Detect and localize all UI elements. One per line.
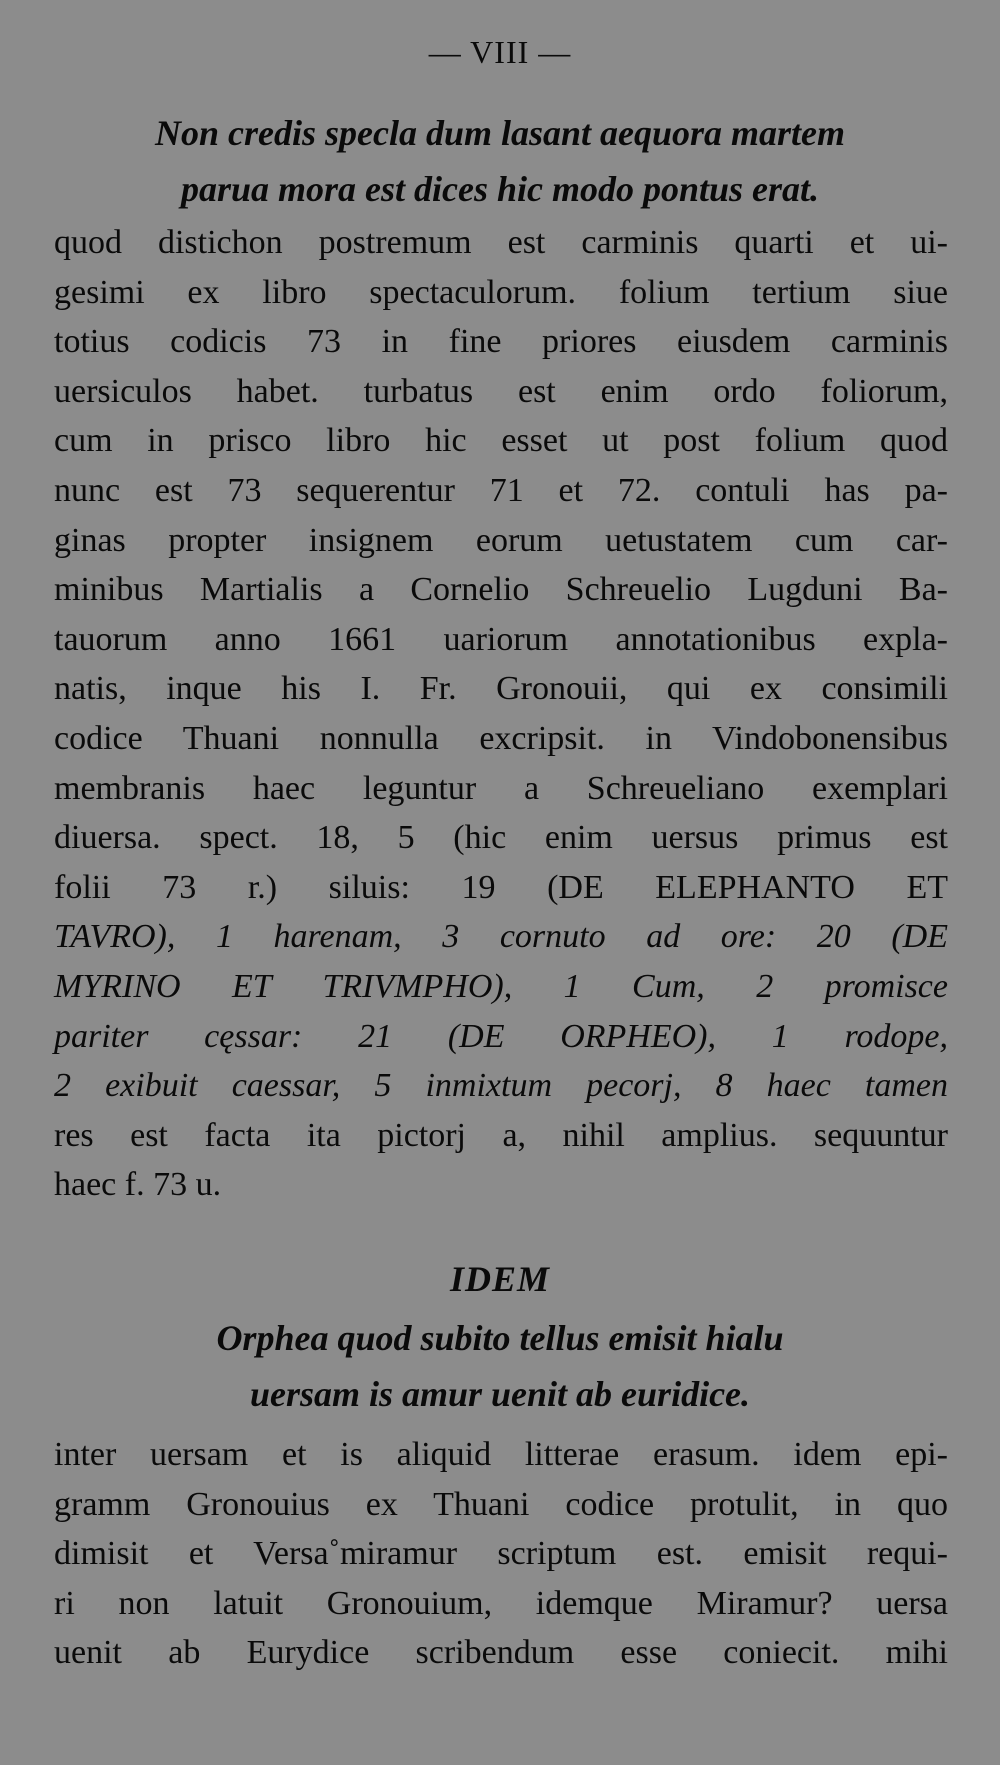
commentary-paragraph <box>54 1430 948 1678</box>
text-line: gesimi ex libro spectaculorum. folium tertium siue <box>54 273 948 311</box>
text-line: tauorum anno 1661 uariorum annotationibus expla- <box>54 620 948 658</box>
text-line: gramm Gronouius ex Thuani codice protulit, in quo <box>54 1485 948 1523</box>
text-line: membranis haec leguntur a Schreueliano exemplari <box>54 769 948 807</box>
section-heading: IDEM <box>449 1259 551 1299</box>
text-line: 2 exibuit caessar, 5 inmixtum pecorj, 8 haec tamen <box>54 1067 948 1105</box>
text-line: minibus Martialis a Cornelio Schreuelio Lugduni Ba- <box>54 571 948 609</box>
text-line: TAVRO), 1 harenam, 3 cornuto ad ore: 20 (DE <box>54 918 948 956</box>
text-line: nunc est 73 sequerentur 71 et 72. contuli has pa- <box>54 471 948 509</box>
verse-line: Non credis specla dum lasant aequora martem <box>154 113 846 153</box>
page-number: — VIII — <box>428 34 572 70</box>
text-line: inter uersam et is aliquid litterae erasum. idem epi- <box>54 1436 948 1473</box>
verse-line: parua mora est dices hic modo pontus erat. <box>180 169 820 209</box>
text-line: dimisit et Versa˚miramur scriptum est. emisit requi- <box>54 1535 948 1573</box>
verse-line: uersam is amur uenit ab euridice. <box>249 1374 751 1414</box>
text-line: folii 73 r.) siluis: 19 (DE ELEPHANTO ET <box>54 868 948 906</box>
text-line: diuersa. spect. 18, 5 (hic enim uersus primus est <box>54 819 948 857</box>
text-line: codice Thuani nonnulla excripsit. in Vindobonensibus <box>54 719 948 757</box>
text-line: ri non latuit Gronouium, idemque Miramur? uersa <box>54 1584 948 1622</box>
text-line: cum in prisco libro hic esset ut post folium quod <box>54 422 948 460</box>
text-line: quod distichon postremum est carminis quarti et ui- <box>54 224 948 261</box>
text-line: res est facta ita pictorj a, nihil amplius. sequuntur <box>54 1116 948 1154</box>
text-line: totius codicis 73 in fine priores eiusdem carminis <box>54 323 948 361</box>
idem-verse <box>0 1310 1000 1422</box>
text-line: pariter cęssar: 21 (DE ORPHEO), 1 rodope, <box>54 1017 948 1055</box>
text-line: MYRINO ET TRIVMPHO), 1 Cum, 2 promisce <box>54 967 948 1005</box>
commentary-paragraph <box>54 218 948 1210</box>
opening-verse <box>0 105 1000 217</box>
text-line: natis, inque his I. Fr. Gronouii, qui ex consimili <box>54 670 948 708</box>
text-line: haec f. 73 u. <box>54 1166 222 1204</box>
text-line: ginas propter insignem eorum uetustatem cum car- <box>54 521 948 559</box>
text-line: uersiculos habet. turbatus est enim ordo foliorum, <box>54 372 948 410</box>
verse-line: Orphea quod subito tellus emisit hialu <box>216 1318 784 1358</box>
text-line: uenit ab Eurydice scribendum esse coniecit. mihi <box>54 1634 948 1672</box>
